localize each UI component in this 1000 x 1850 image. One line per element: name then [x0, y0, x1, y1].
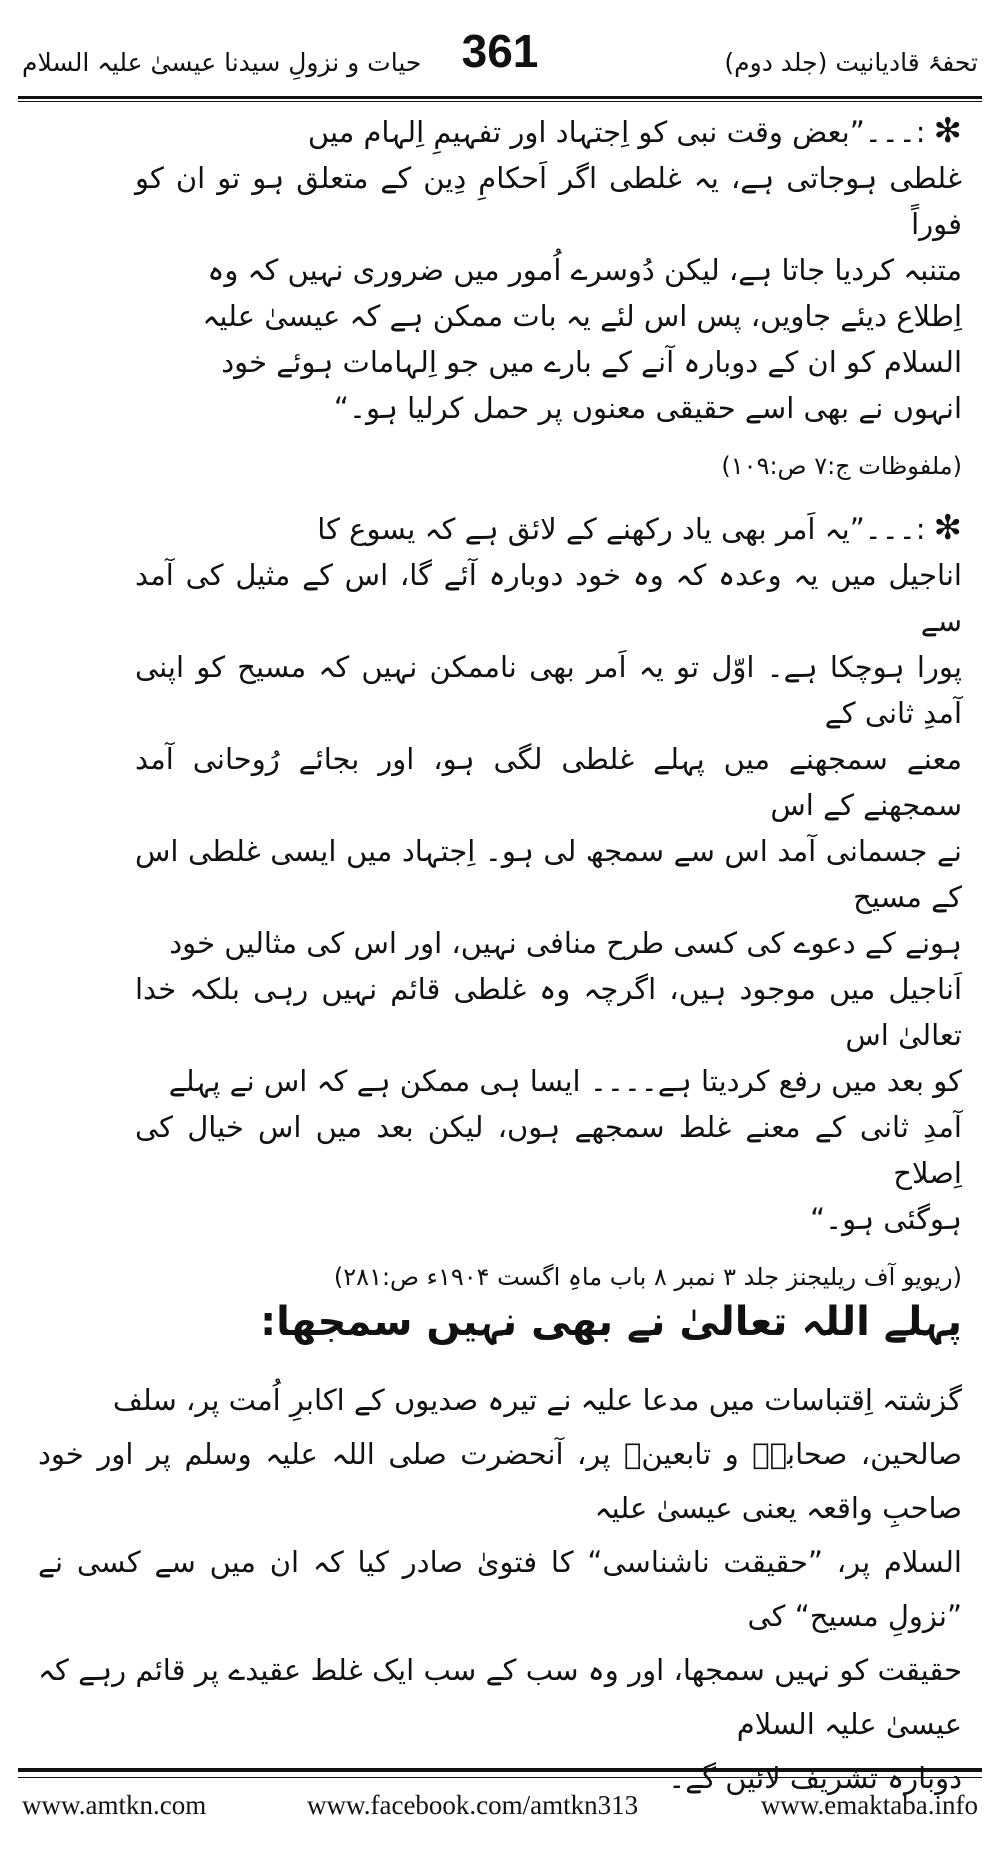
- quote-2-line: پورا ہوچکا ہے۔ اوّل تو یہ اَمر بھی ناممکن نہیں کہ مسیح کو اپنی آمدِ ثانی کے: [135, 650, 962, 730]
- section-heading: پہلے اللہ تعالیٰ نے بھی نہیں سمجھا:: [260, 1299, 962, 1345]
- footer-link-emaktaba[interactable]: www.emaktaba.info: [760, 1790, 978, 1820]
- quote-2-line: ✻:۔۔۔”یہ اَمر بھی یاد رکھنے کے لائق ہے کہ یسوع کا: [317, 508, 962, 548]
- quote-1-line: غلطی ہوجاتی ہے، یہ غلطی اگر اَحکامِ دِین کے متعلق ہو تو ان کو فوراً: [135, 161, 962, 241]
- quote-2-line: معنے سمجھنے میں پہلے غلطی لگی ہو، اور بجائے رُوحانی آمد سمجھنے کے اس: [135, 742, 962, 822]
- footer-divider: [18, 1768, 982, 1772]
- quote-1-line: متنبہ کردیا جاتا ہے، لیکن دُوسرے اُمور میں ضروری نہیں کہ وہ: [207, 253, 962, 287]
- star-marker-icon: ✻: [933, 508, 962, 548]
- quote-1-line: السلام کو ان کے دوبارہ آنے کے بارے میں جو اِلہامات ہوئے خود: [221, 345, 962, 379]
- page-number: 361: [461, 25, 539, 77]
- quote-2-line: اناجیل میں یہ وعدہ کہ وہ خود دوبارہ آئے گا، اس کے مثیل کی آمد سے: [135, 558, 962, 638]
- chapter-title: حیات و نزولِ سیدنا عیسیٰ علیہ السلام: [22, 48, 422, 77]
- quote-2-line: نے جسمانی آمد اس سے سمجھ لی ہو۔ اِجتہاد میں ایسی غلطی اس کے مسیح: [135, 834, 962, 914]
- section-block: [38, 1295, 962, 1805]
- quote-1: [135, 108, 962, 431]
- paragraph-line: گزشتہ اِقتباسات میں مدعا علیہ نے تیرہ صدیوں کے اکابرِ اُمت پر، سلف: [112, 1383, 962, 1417]
- paragraph-line: حقیقت کو نہیں سمجھا، اور وہ سب کے سب ایک غلط عقیدے پر قائم رہے کہ عیسیٰ علیہ السلام: [38, 1653, 962, 1741]
- quote-2-citation: (ریویو آف ریلیجنز جلد ۳ نمبر ۸ باب ماہِ اگست ۱۹۰۴ء ص:۲۸۱): [333, 1263, 962, 1291]
- quote-2-line: آمدِ ثانی کے معنے غلط سمجھے ہوں، لیکن بعد میں اس خیال کی اِصلاح: [135, 1110, 962, 1190]
- quote-2-line: ہونے کے دعوے کی کسی طرح منافی نہیں، اور اس کی مثالیں خود: [169, 926, 962, 960]
- quote-2-line: اَناجیل میں موجود ہیں، اگرچہ وہ غلطی قائم نہیں رہی بلکہ خدا تعالیٰ اس: [135, 972, 962, 1052]
- quote-2-line: کو بعد میں رفع کردیتا ہے۔۔۔۔ ایسا ہی ممکن ہے کہ اس نے پہلے: [168, 1064, 962, 1098]
- quotes-block: [135, 108, 962, 1316]
- quote-1-citation: (ملفوظات ج:۷ ص:۱۰۹): [721, 452, 962, 480]
- footer-link-facebook[interactable]: www.facebook.com/amtkn313: [307, 1790, 639, 1820]
- quote-2-line: ہوگئی ہو۔“: [810, 1202, 962, 1236]
- paragraph-line: صالحین، صحابہؓ و تابعینؒ پر، آنحضرت صلی اللہ علیہ وسلم پر اور خود صاحبِ واقعہ یعنی عیسیٰ علیہ: [38, 1437, 962, 1525]
- book-title: تحفۂ قادیانیت (جلد دوم): [724, 48, 978, 77]
- quote-2: [135, 505, 962, 1242]
- page-footer: [22, 1790, 978, 1830]
- quote-1-line: ✻:۔۔۔”بعض وقت نبی کو اِجتہاد اور تفہیمِ اِلہام میں: [307, 111, 962, 151]
- paragraph-line: السلام پر، ”حقیقت ناشناسی“ کا فتویٰ صادر کیا کہ ان میں سے کسی نے ”نزولِ مسیح“ کی: [38, 1545, 962, 1633]
- header-divider-thin: [18, 101, 982, 102]
- footer-divider-thin: [18, 1777, 982, 1778]
- quote-1-line: اِطلاع دیئے جاویں، پس اس لئے یہ بات ممکن ہے کہ عیسیٰ علیہ: [202, 299, 962, 333]
- page-header: [22, 22, 978, 92]
- paragraph-line: دوبارہ تشریف لائیں گے۔: [668, 1761, 962, 1795]
- quote-1-line: انہوں نے بھی اسے حقیقی معنوں پر حمل کرلیا ہو۔“: [333, 391, 962, 425]
- footer-link-amtkn[interactable]: www.amtkn.com: [22, 1790, 207, 1820]
- star-marker-icon: ✻: [933, 111, 962, 151]
- header-divider: [18, 96, 982, 99]
